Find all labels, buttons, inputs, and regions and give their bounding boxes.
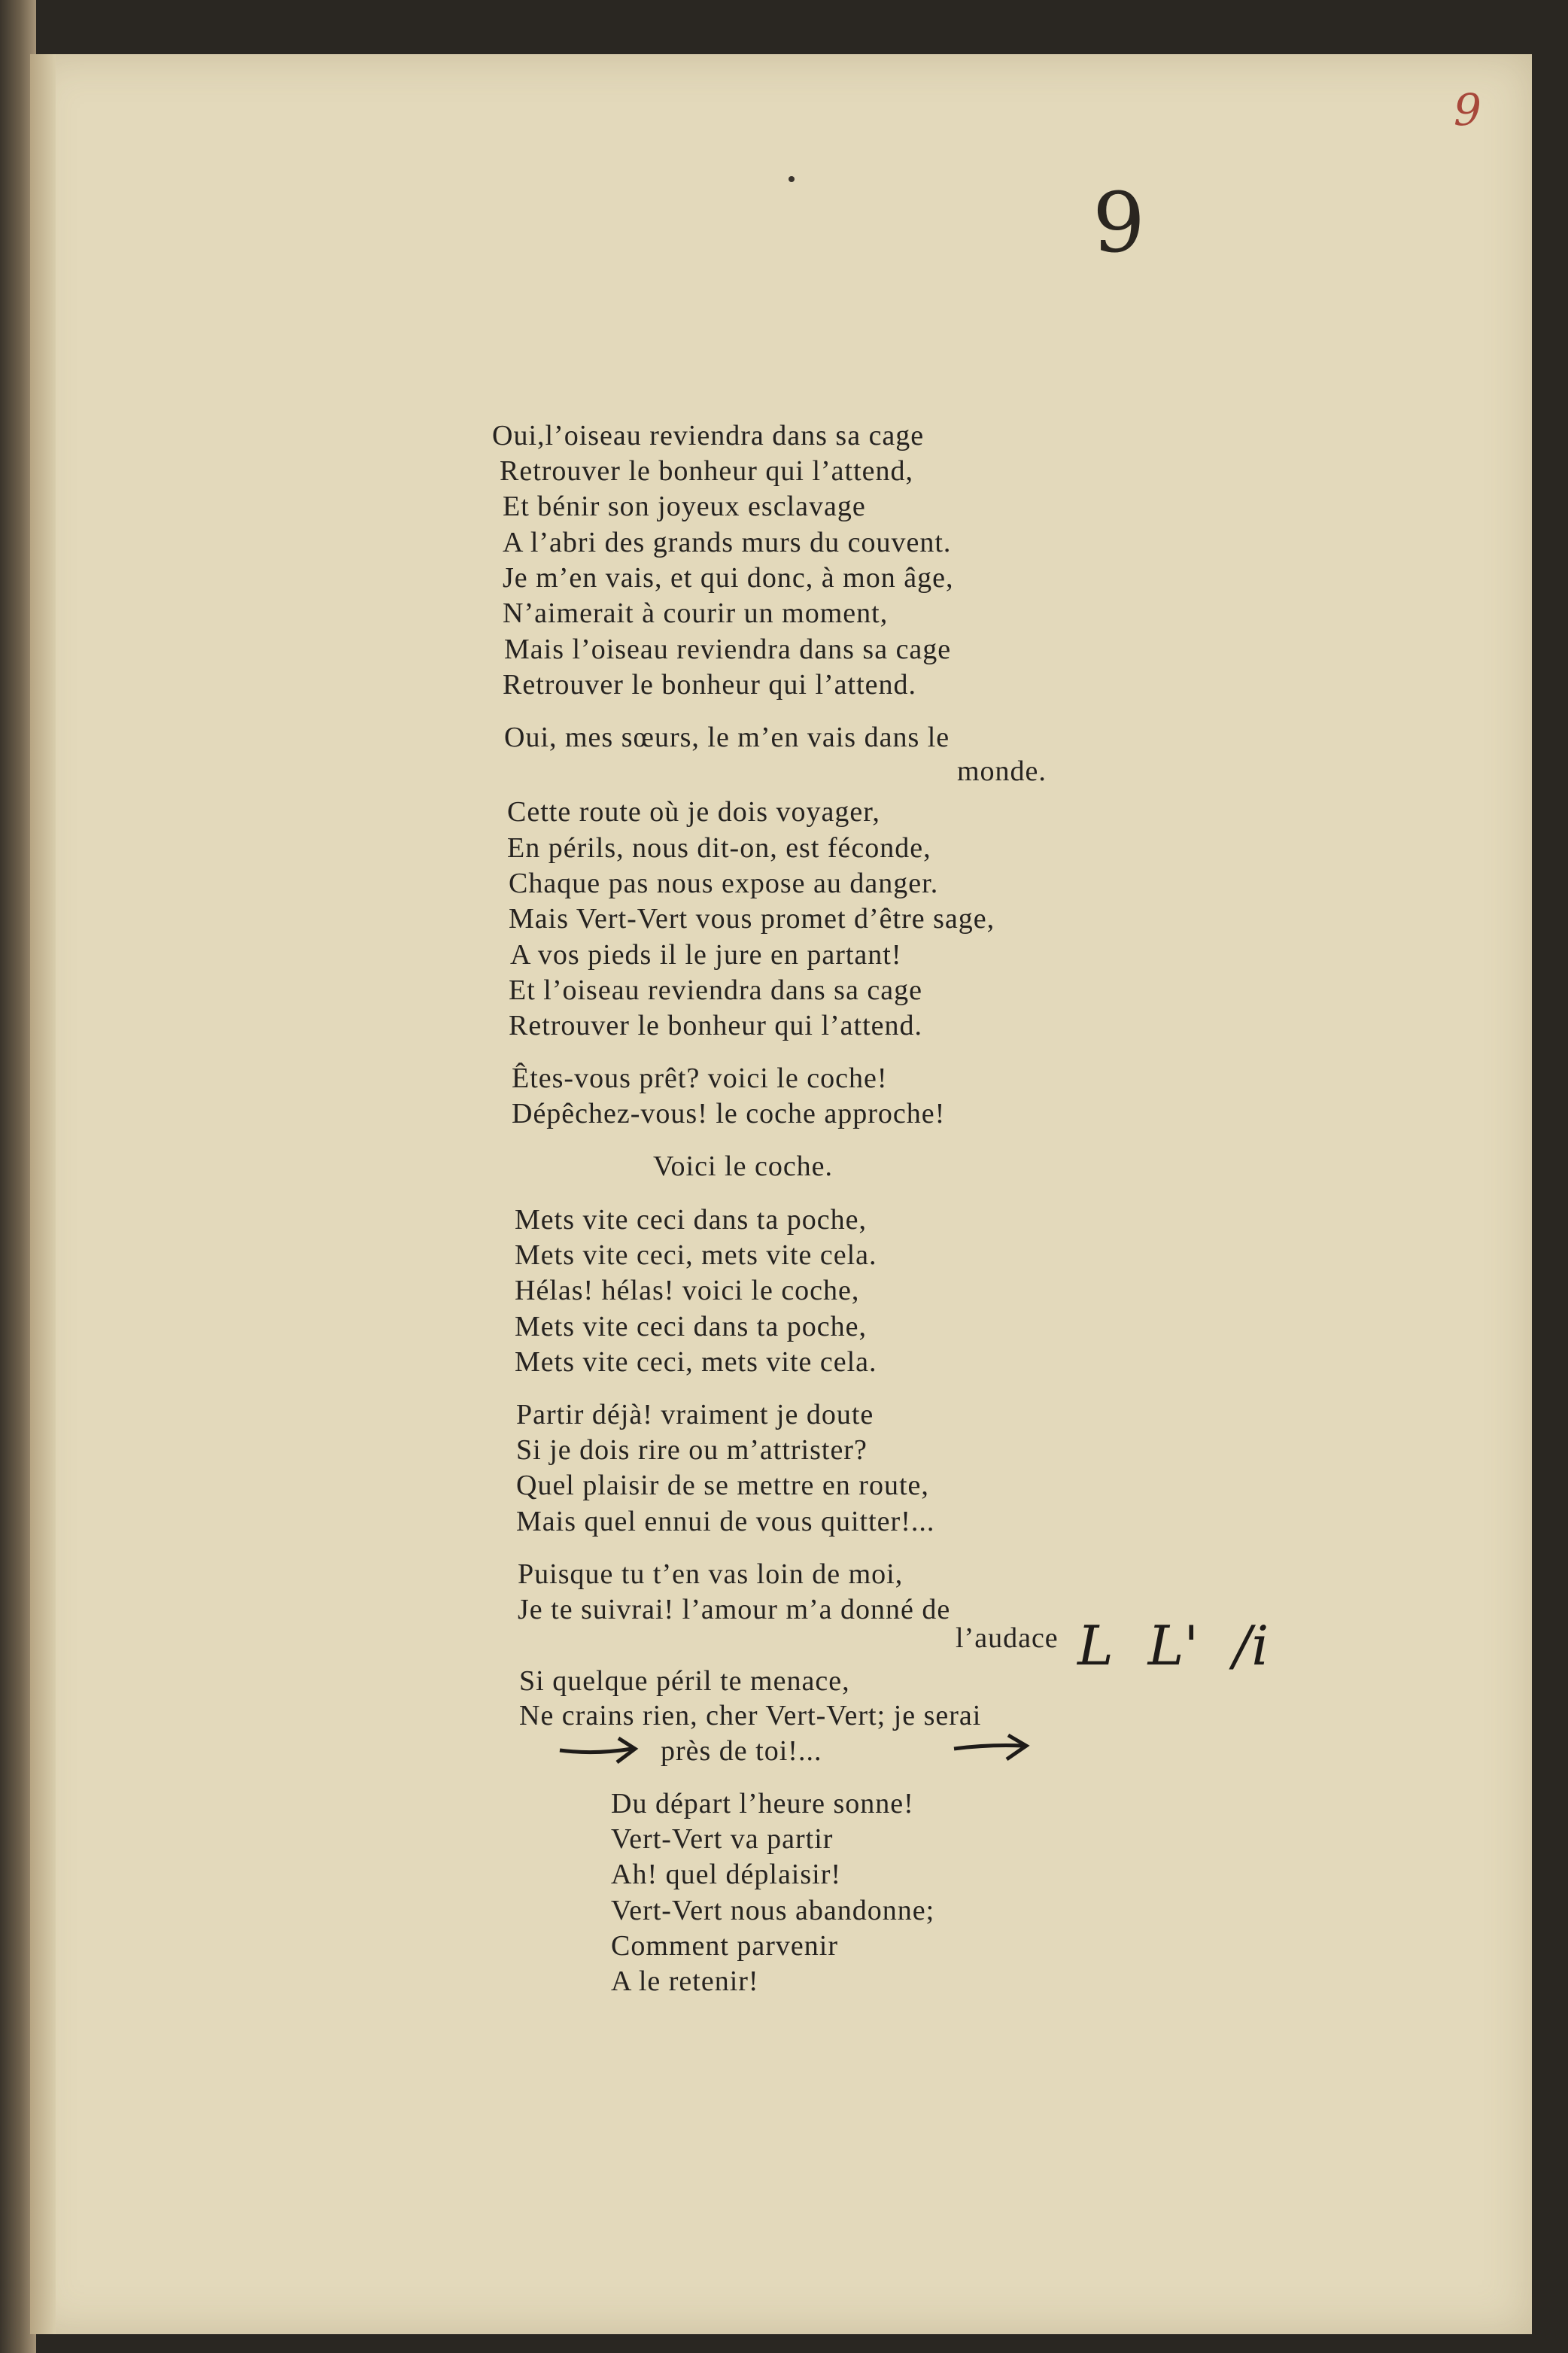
poem-line: Mais l’oiseau reviendra dans sa cage — [504, 634, 952, 665]
poem-line: A vos pieds il le jure en partant! — [510, 939, 902, 971]
poem-line: Et l’oiseau reviendra dans sa cage — [509, 974, 922, 1006]
poem-line: Puisque tu t’en vas loin de moi, — [518, 1558, 904, 1590]
poem-line: Mets vite ceci dans ta poche, — [515, 1204, 867, 1236]
chorus-line: Vert-Vert va partir — [611, 1823, 834, 1855]
folio-number-pencil: 9 — [1092, 175, 1145, 271]
chorus-line: Comment parvenir — [611, 1930, 838, 1962]
poem-line: monde. — [957, 755, 1047, 787]
poem-line: Retrouver le bonheur qui l’attend. — [509, 1010, 923, 1041]
arrow-right-icon — [557, 1732, 647, 1770]
poem-line: Partir déjà! vraiment je doute — [516, 1399, 874, 1430]
stage-direction: Voici le coche. — [653, 1151, 834, 1182]
poem-line: Cette route où je dois voyager, — [507, 796, 880, 828]
poem-line: Dépêchez-vous! le coche approche! — [512, 1098, 946, 1129]
poem-line: Mets vite ceci, mets vite cela. — [515, 1239, 877, 1271]
handwritten-margin-mark: L L' /i — [1077, 1614, 1269, 1677]
poem-line: Chaque pas nous expose au danger. — [509, 868, 939, 899]
poem-line: Si quelque péril te menace, — [519, 1665, 850, 1697]
poem-line: près de toi!... — [661, 1735, 822, 1767]
chorus-line: Du départ l’heure sonne! — [611, 1788, 914, 1819]
chorus-line: A le retenir! — [611, 1965, 759, 1997]
poem-line: En périls, nous dit-on, est féconde, — [507, 832, 931, 864]
chorus-line: Vert-Vert nous abandonne; — [611, 1895, 935, 1926]
poem-line: Oui,l’oiseau reviendra dans sa cage — [492, 420, 925, 451]
poem-line: Retrouver le bonheur qui l’attend. — [503, 669, 917, 701]
poem-line: A l’abri des grands murs du couvent. — [503, 527, 952, 558]
poem-line: Mais quel ennui de vous quitter!... — [516, 1506, 935, 1537]
poem-line: Oui, mes sœurs, le m’en vais dans le — [504, 722, 950, 753]
poem-line: Et bénir son joyeux esclavage — [503, 491, 866, 522]
poem-line: Si je dois rire ou m’attrister? — [516, 1434, 868, 1466]
poem-line: Êtes-vous prêt? voici le coche! — [512, 1062, 888, 1094]
arrow-right-icon — [951, 1729, 1034, 1767]
poem-line: Quel plaisir de se mettre en route, — [516, 1470, 929, 1501]
chorus-line: Ah! quel déplaisir! — [611, 1859, 842, 1890]
poem-line: Mais Vert-Vert vous promet d’être sage, — [509, 903, 995, 935]
poem-line: Je te suivrai! l’amour m’a donné de — [518, 1594, 951, 1625]
poem-line: Hélas! hélas! voici le coche, — [515, 1275, 860, 1306]
book-page — [30, 54, 1532, 2334]
poem-line: Ne crains rien, cher Vert-Vert; je serai — [519, 1700, 982, 1731]
poem-line: l’audace — [956, 1622, 1059, 1654]
page-gutter — [30, 54, 56, 2334]
ink-speck — [789, 176, 795, 182]
poem-line: Je m’en vais, et qui donc, à mon âge, — [503, 562, 954, 594]
poem-line: Mets vite ceci dans ta poche, — [515, 1311, 867, 1342]
poem-line: Mets vite ceci, mets vite cela. — [515, 1346, 877, 1378]
poem-line: Retrouver le bonheur qui l’attend, — [500, 455, 914, 487]
poem-line: N’aimerait à courir un moment, — [503, 597, 889, 629]
folio-number-red: 9 — [1454, 84, 1481, 135]
